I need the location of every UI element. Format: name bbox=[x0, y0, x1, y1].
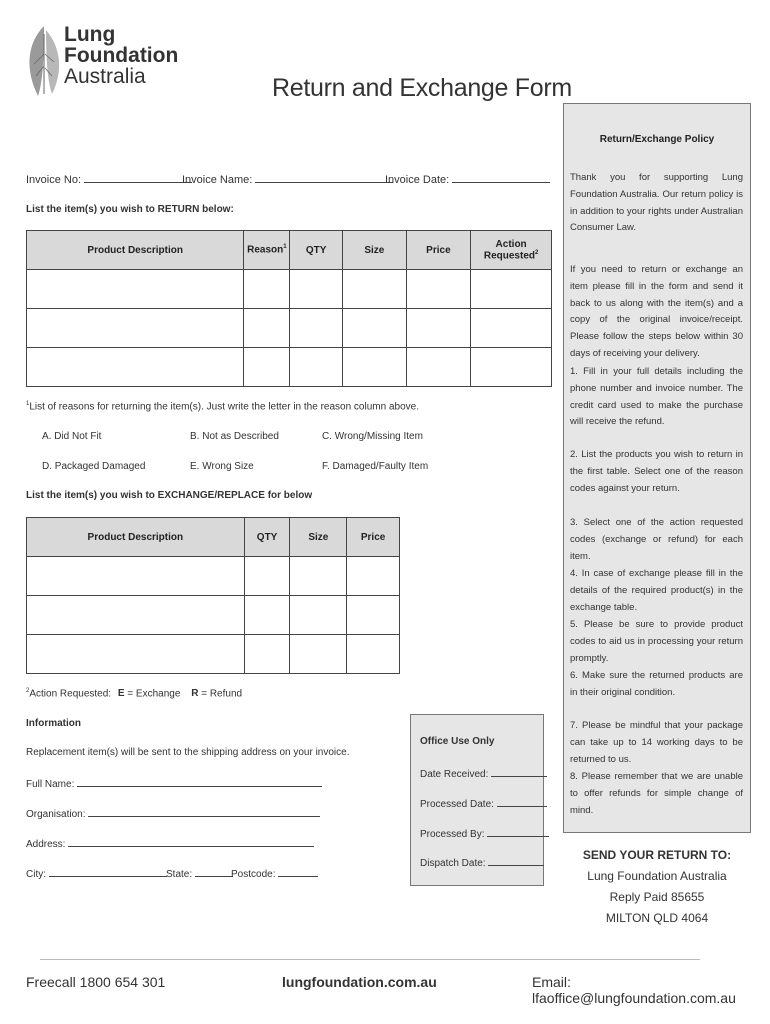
send-to-heading: SEND YOUR RETURN TO: bbox=[582, 848, 732, 862]
office-use-heading: Office Use Only bbox=[420, 736, 495, 747]
invoice-date-field[interactable] bbox=[385, 172, 550, 186]
logo-line-1: Lung bbox=[64, 23, 116, 46]
postcode-line[interactable] bbox=[278, 866, 318, 877]
state-label: State: bbox=[166, 869, 193, 880]
table-cell[interactable] bbox=[27, 309, 244, 348]
organisation-label: Organisation: bbox=[26, 809, 86, 820]
date-received-line[interactable] bbox=[491, 766, 547, 777]
table-cell[interactable] bbox=[471, 270, 552, 309]
postcode-label: Postcode: bbox=[231, 869, 276, 880]
reason-e: E. Wrong Size bbox=[190, 461, 254, 472]
table-row bbox=[27, 309, 552, 348]
col-qty: QTY bbox=[290, 231, 343, 270]
invoice-no-label: Invoice No: bbox=[26, 174, 82, 186]
send-to-line-1: Lung Foundation Australia bbox=[587, 869, 727, 883]
table-cell[interactable] bbox=[406, 309, 471, 348]
col-size: Size bbox=[290, 518, 347, 557]
table-cell[interactable] bbox=[244, 635, 290, 674]
logo-wordmark bbox=[64, 24, 178, 87]
full-name-label: Full Name: bbox=[26, 779, 75, 790]
address-line[interactable] bbox=[68, 836, 314, 847]
state-line[interactable] bbox=[195, 866, 233, 877]
date-received-label: Date Received: bbox=[420, 769, 489, 780]
form-title: Return and Exchange Form bbox=[272, 74, 572, 102]
table-row bbox=[27, 635, 400, 674]
processed-date-line[interactable] bbox=[497, 796, 547, 807]
table-cell[interactable] bbox=[406, 270, 471, 309]
table-cell[interactable] bbox=[343, 309, 407, 348]
logo-line-2: Foundation bbox=[64, 44, 179, 67]
invoice-no-field[interactable] bbox=[26, 172, 192, 186]
table-cell[interactable] bbox=[27, 348, 244, 387]
return-heading: List the item(s) you wish to RETURN below: bbox=[26, 204, 234, 215]
return-table-header bbox=[27, 231, 552, 270]
table-cell[interactable] bbox=[347, 596, 400, 635]
city-label: City: bbox=[26, 869, 46, 880]
send-to-line-3: MILTON QLD 4064 bbox=[605, 911, 709, 925]
return-table bbox=[26, 230, 552, 387]
policy-heading: Return/Exchange Policy bbox=[599, 134, 715, 145]
table-cell[interactable] bbox=[290, 557, 347, 596]
table-cell[interactable] bbox=[244, 557, 290, 596]
table-cell[interactable] bbox=[290, 635, 347, 674]
table-cell[interactable] bbox=[290, 270, 343, 309]
policy-step-7: 7. Please be mindful that your package can take up to 14 working days to be returned to us. bbox=[570, 720, 743, 765]
table-cell[interactable] bbox=[290, 596, 347, 635]
dispatch-date-label: Dispatch Date: bbox=[420, 858, 486, 869]
col-size: Size bbox=[343, 231, 407, 270]
table-cell[interactable] bbox=[244, 348, 290, 387]
address-field[interactable] bbox=[26, 836, 314, 850]
exchange-heading: List the item(s) you wish to EXCHANGE/REPLACE for below bbox=[26, 490, 313, 501]
policy-paragraph-2: If you need to return or exchange an item please fill in the form and send it back to us along with the item(s) and a copy of the original invoice/receipt. Please follow the steps below within 30 days of receiving your delivery. bbox=[570, 264, 743, 359]
processed-by-line[interactable] bbox=[487, 826, 549, 837]
invoice-date-line[interactable] bbox=[452, 172, 550, 183]
footer-email-link[interactable]: Email: lfaoffice@lungfoundation.com.au bbox=[532, 974, 736, 1006]
postcode-field[interactable] bbox=[231, 866, 318, 880]
processed-date-field[interactable] bbox=[420, 796, 547, 810]
table-cell[interactable] bbox=[244, 270, 290, 309]
processed-by-label: Processed By: bbox=[420, 829, 485, 840]
policy-step-1: 1. Fill in your full details including the phone number and invoice number. The credit card used to make the purchase will receive the refund. bbox=[570, 366, 743, 428]
table-cell[interactable] bbox=[406, 348, 471, 387]
organisation-field[interactable] bbox=[26, 806, 320, 820]
policy-step-3: 3. Select one of the action requested codes (exchange or refund) for each item. bbox=[570, 517, 743, 562]
policy-paragraph-1: Thank you for supporting Lung Foundation Australia. Our return policy is in addition to your rights under Australian Consumer Law. bbox=[570, 172, 743, 234]
invoice-name-label: Invoice Name: bbox=[182, 174, 253, 186]
col-price: Price bbox=[347, 518, 400, 557]
policy-step-2: 2. List the products you wish to return in the first table. Select one of the reason codes against your return. bbox=[570, 449, 743, 494]
col-product-description: Product Description bbox=[27, 518, 245, 557]
table-row bbox=[27, 348, 552, 387]
invoice-name-field[interactable] bbox=[182, 172, 393, 186]
table-cell[interactable] bbox=[244, 309, 290, 348]
table-cell[interactable] bbox=[343, 270, 407, 309]
table-cell[interactable] bbox=[471, 348, 552, 387]
invoice-name-line[interactable] bbox=[255, 172, 393, 183]
date-received-field[interactable] bbox=[420, 766, 547, 780]
table-cell[interactable] bbox=[27, 596, 245, 635]
city-line[interactable] bbox=[49, 866, 167, 877]
table-cell[interactable] bbox=[290, 309, 343, 348]
col-product-description: Product Description bbox=[27, 231, 244, 270]
full-name-field[interactable] bbox=[26, 776, 322, 790]
action-requested-note: $^2$Action Requested: E = Exchange R = Refund bbox=[26, 688, 243, 700]
reason-f: F. Damaged/Faulty Item bbox=[322, 461, 429, 472]
col-reason: Reason$^1$ bbox=[244, 231, 290, 270]
reasons-intro: $^1$List of reasons for returning the item(s). Just write the letter in the reason column above. bbox=[26, 401, 419, 413]
footer-divider bbox=[40, 959, 700, 960]
table-cell[interactable] bbox=[244, 596, 290, 635]
table-row bbox=[27, 557, 400, 596]
reason-d: D. Packaged Damaged bbox=[42, 461, 146, 472]
col-qty: QTY bbox=[244, 518, 290, 557]
invoice-no-line[interactable] bbox=[84, 172, 192, 183]
table-cell[interactable] bbox=[27, 557, 245, 596]
table-cell[interactable] bbox=[347, 557, 400, 596]
information-note: Replacement item(s) will be sent to the shipping address on your invoice. bbox=[26, 747, 350, 758]
table-cell[interactable] bbox=[347, 635, 400, 674]
policy-step-4: 4. In case of exchange please fill in the details of the required product(s) in the exchange table. bbox=[570, 568, 743, 613]
organisation-line[interactable] bbox=[88, 806, 320, 817]
table-cell[interactable] bbox=[27, 270, 244, 309]
table-cell[interactable] bbox=[471, 309, 552, 348]
col-price: Price bbox=[406, 231, 471, 270]
city-field[interactable] bbox=[26, 866, 167, 880]
full-name-line[interactable] bbox=[77, 776, 322, 787]
state-field[interactable] bbox=[166, 866, 233, 880]
reason-a: A. Did Not Fit bbox=[42, 431, 102, 442]
footer-website-link[interactable]: lungfoundation.com.au bbox=[282, 974, 437, 990]
reason-c: C. Wrong/Missing Item bbox=[322, 431, 423, 442]
footer-phone: Freecall 1800 654 301 bbox=[26, 974, 166, 990]
processed-by-field[interactable] bbox=[420, 826, 549, 840]
lung-leaf-logo-icon bbox=[24, 24, 64, 98]
dispatch-date-line[interactable] bbox=[488, 855, 544, 866]
table-cell[interactable] bbox=[27, 635, 245, 674]
send-to-line-2: Reply Paid 85655 bbox=[609, 890, 705, 904]
table-row bbox=[27, 270, 552, 309]
reason-b: B. Not as Described bbox=[190, 431, 279, 442]
exchange-table-header bbox=[27, 518, 400, 557]
processed-date-label: Processed Date: bbox=[420, 799, 494, 810]
address-label: Address: bbox=[26, 839, 66, 850]
logo-line-3: Australia bbox=[64, 65, 146, 88]
table-row bbox=[27, 596, 400, 635]
information-heading: Information bbox=[26, 718, 81, 729]
table-cell[interactable] bbox=[343, 348, 407, 387]
policy-step-6: 6. Make sure the returned products are in their original condition. bbox=[570, 670, 743, 698]
col-action-requested: Action Requested$^2$ bbox=[471, 231, 552, 270]
dispatch-date-field[interactable] bbox=[420, 855, 544, 869]
policy-step-8: 8. Please remember that we are unable to offer refunds for simple change of mind. bbox=[570, 771, 743, 816]
invoice-date-label: Invoice Date: bbox=[385, 174, 450, 186]
table-cell[interactable] bbox=[290, 348, 343, 387]
exchange-table bbox=[26, 517, 400, 674]
policy-step-5: 5. Please be sure to provide product codes to aid us in processing your return promptly. bbox=[570, 619, 743, 664]
